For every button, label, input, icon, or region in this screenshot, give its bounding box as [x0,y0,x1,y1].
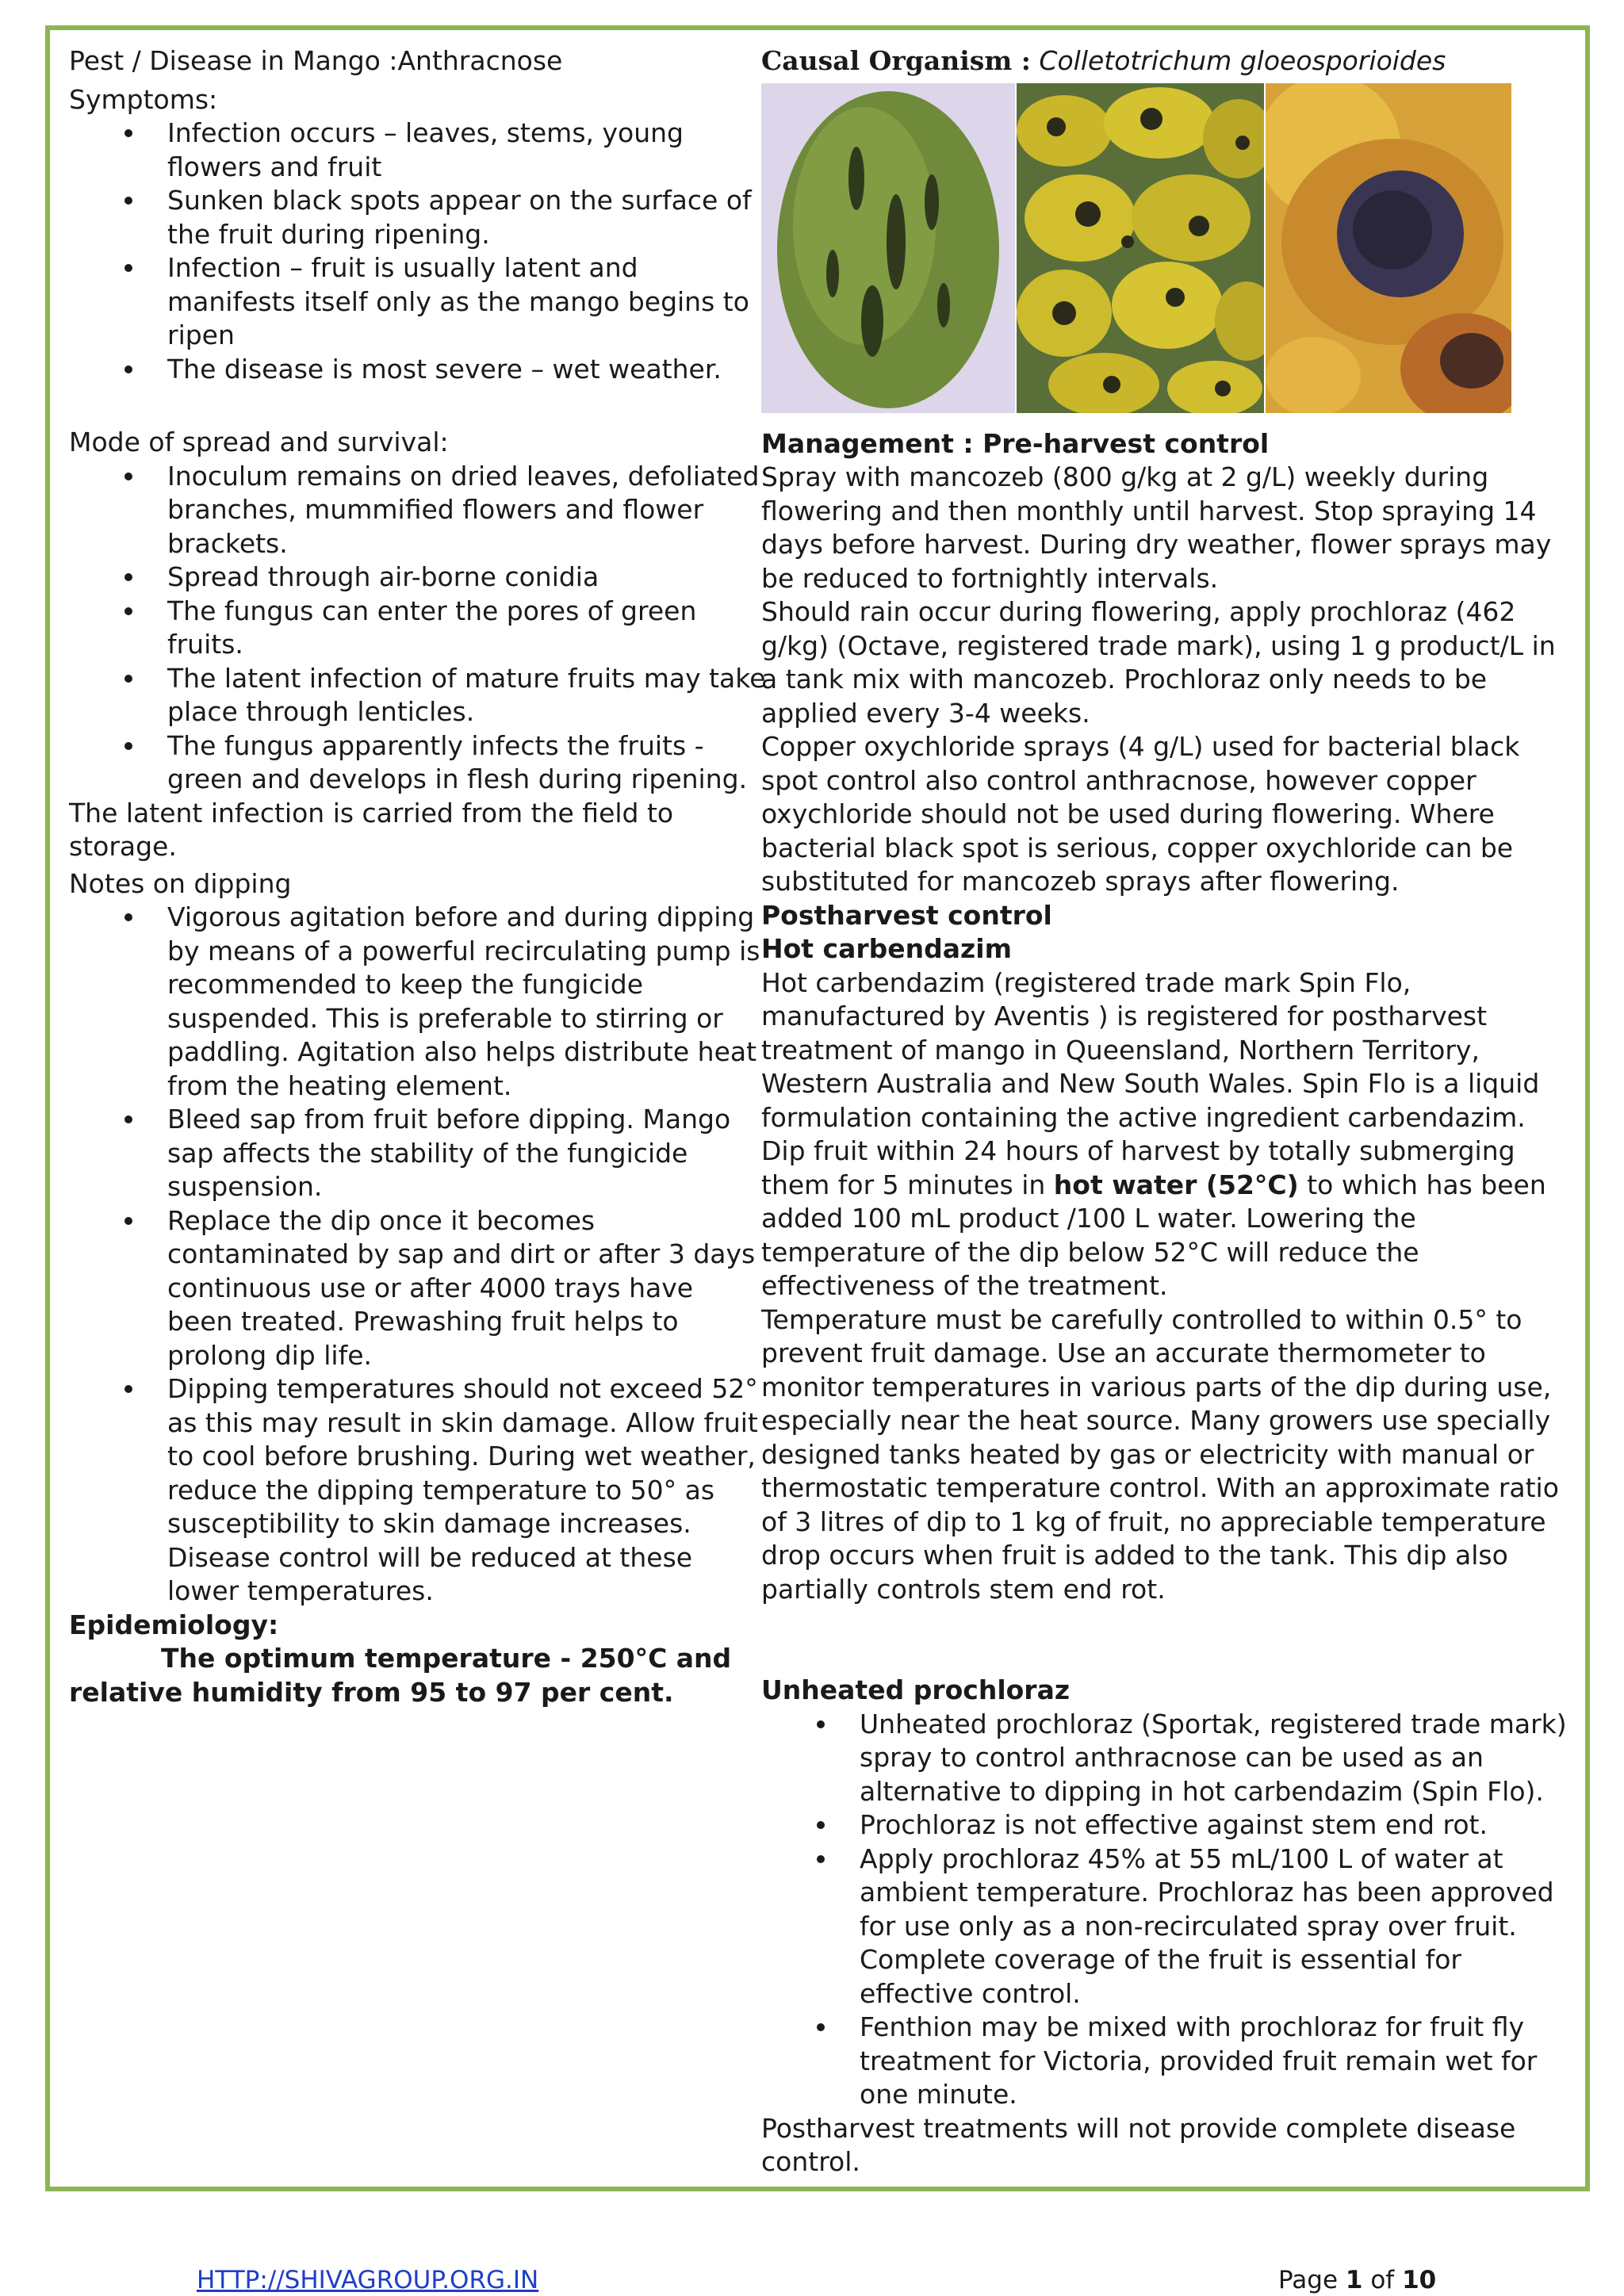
list-item: Inoculum remains on dried leaves, defoliated branches, mummified flowers and flower brackets. [167,460,767,561]
preharvest-paragraph-2: Should rain occur during flowering, apply prochloraz (462 g/kg) (Octave, registered trade mark), using 1 g product/L in a tank mix with mancozeb. Prochloraz only needs to be applied every 3-4 weeks. [761,596,1556,729]
management-heading: Management : Pre-harvest control [761,427,1270,459]
dipping-label: Notes on dipping [69,867,292,899]
list-item: Prochloraz is not effective against stem end rot. [860,1808,1570,1843]
hot-carbendazim-paragraph-2 [761,1135,1570,1303]
spotted-mangoes-photo [1017,83,1264,413]
list-item: Replace the dip once it becomes contaminated by sap and dirt or after 3 days continuous use or after 4000 trays have been treated. Prewashing fruit helps to prolong dip life. [167,1204,767,1373]
list-item: Fenthion may be mixed with prochloraz for fruit fly treatment for Victoria, provided fruit remain wet for one minute. [860,2011,1570,2112]
closing-note: Postharvest treatments will not provide complete disease control. [761,2112,1516,2177]
symptoms-list [69,117,767,386]
page-number [1278,2266,1436,2294]
mango-leaf-photo [761,83,1015,413]
list-item: Infection – fruit is usually latent and manifests itself only as the mango begins to ripen [167,251,767,353]
total-pages: 10 [1402,2266,1437,2294]
list-item: Unheated prochloraz (Sportak, registered trade mark) spray to control anthracnose can be used as an alternative to dipping in hot carbendazim (Spin Flo). [860,1708,1570,1809]
latent-note: The latent infection is carried from the field to storage. [69,797,674,862]
page-prefix: Page [1278,2266,1346,2294]
paragraph-text: to which has been added 100 mL product /100 L water. Lowering the temperature of the dip below 52°C will reduce the effectiveness of the treatment. [761,1169,1546,1301]
list-item: Dipping temperatures should not exceed 52° as this may result in skin damage. Allow fruit to cool before brushing. During wet weather, reduce the dipping temperature to 50° as susceptibility to skin damage increases. Disease control will be reduced at these lower temperatures. [167,1372,767,1609]
epidemiology-text: The optimum temperature - 250°C and relative humidity from 95 to 97 per cent. [69,1643,732,1708]
current-page: 1 [1345,2266,1363,2294]
page-mid: of [1362,2266,1403,2294]
dipping-list [69,901,767,1609]
unheated-prochloraz-heading: Unheated prochloraz [761,1674,1071,1705]
causal-label: Causal Organism : [761,45,1031,76]
right-column [761,44,1570,2179]
preharvest-paragraph-3: Copper oxychloride sprays (4 g/L) used for bacterial black spot control also control anthracnose, however copper oxychloride should not be used during flowering. Where bacterial black spot is serious, copper oxychloride can be substituted for mancozeb sprays after flowering. [761,731,1520,897]
list-item: The disease is most severe – wet weather. [167,353,767,387]
spread-list [69,460,767,797]
spread-label: Mode of spread and survival: [69,427,449,457]
list-item: The fungus apparently infects the fruits - green and develops in flesh during ripening. [167,729,767,797]
website-link[interactable]: HTTP://SHIVAGROUP.ORG.IN [197,2266,539,2294]
list-item: Vigorous agitation before and during dipping by means of a powerful recirculating pump is recommended to keep the fungicide suspended. This is preferable to stirring or paddling. Agitation also helps distribute heat from the heating element. [167,901,767,1103]
hot-carbendazim-heading: Hot carbendazim [761,933,1012,964]
paragraph-text: Dip fruit within 24 hours of harvest by totally submerging them for 5 minutes in [761,1135,1515,1200]
left-column [69,44,767,1709]
list-item: Sunken black spots appear on the surface of the fruit during ripening. [167,184,767,251]
rotting-mangoes-photo [1266,83,1511,413]
causal-name: Colletotrichum gloeosporioides [1039,45,1446,76]
photo-strip [761,83,1570,413]
hot-carbendazim-paragraph-1: Hot carbendazim (registered trade mark Spin Flo, manufactured by Aventis ) is registered for postharvest treatment of mango in Queensland, Northern Territory, Western Australia and New South Wales. Spin Flo is a liquid formulation containing the active ingredient carbendazim. [761,966,1540,1133]
preharvest-paragraph-1: Spray with mancozeb (800 g/kg at 2 g/L) weekly during flowering and then monthly until harvest. Stop spraying 14 days before harvest. During dry weather, flower sprays may be reduced to fortnightly intervals. [761,461,1552,594]
list-item: Infection occurs – leaves, stems, young flowers and fruit [167,117,767,184]
hot-water-emphasis: hot water (52°C) [1053,1169,1299,1200]
postharvest-heading: Postharvest control [761,899,1052,931]
list-item: The latent infection of mature fruits may take place through lenticles. [167,662,767,729]
unheated-list [761,1708,1570,2112]
list-item: Apply prochloraz 45% at 55 mL/100 L of water at ambient temperature. Prochloraz has been approved for use only as a non-recirculated spray over fruit. Complete coverage of the fruit is essential for effective control. [860,1843,1570,2011]
list-item: Bleed sap from fruit before dipping. Mango sap affects the stability of the fungicide suspension. [167,1103,767,1204]
symptoms-label: Symptoms: [69,83,218,115]
list-item: The fungus can enter the pores of green fruits. [167,595,767,662]
hot-carbendazim-paragraph-3: Temperature must be carefully controlled to within 0.5° to prevent fruit damage. Use an accurate thermometer to monitor temperatures in various parts of the dip during use, especially near the heat source. Many growers use specially designed tanks heated by gas or electricity with manual or thermostatic temperature control. With an approximate ratio of 3 litres of dip to 1 kg of fruit, no appreciable temperature drop occurs when fruit is added to the tank. This dip also partially controls stem end rot. [761,1303,1559,1605]
epidemiology-label: Epidemiology: [69,1609,279,1640]
page-heading: Pest / Disease in Mango :Anthracnose [69,45,563,76]
causal-organism [761,44,1570,78]
list-item: Spread through air-borne conidia [167,561,767,595]
